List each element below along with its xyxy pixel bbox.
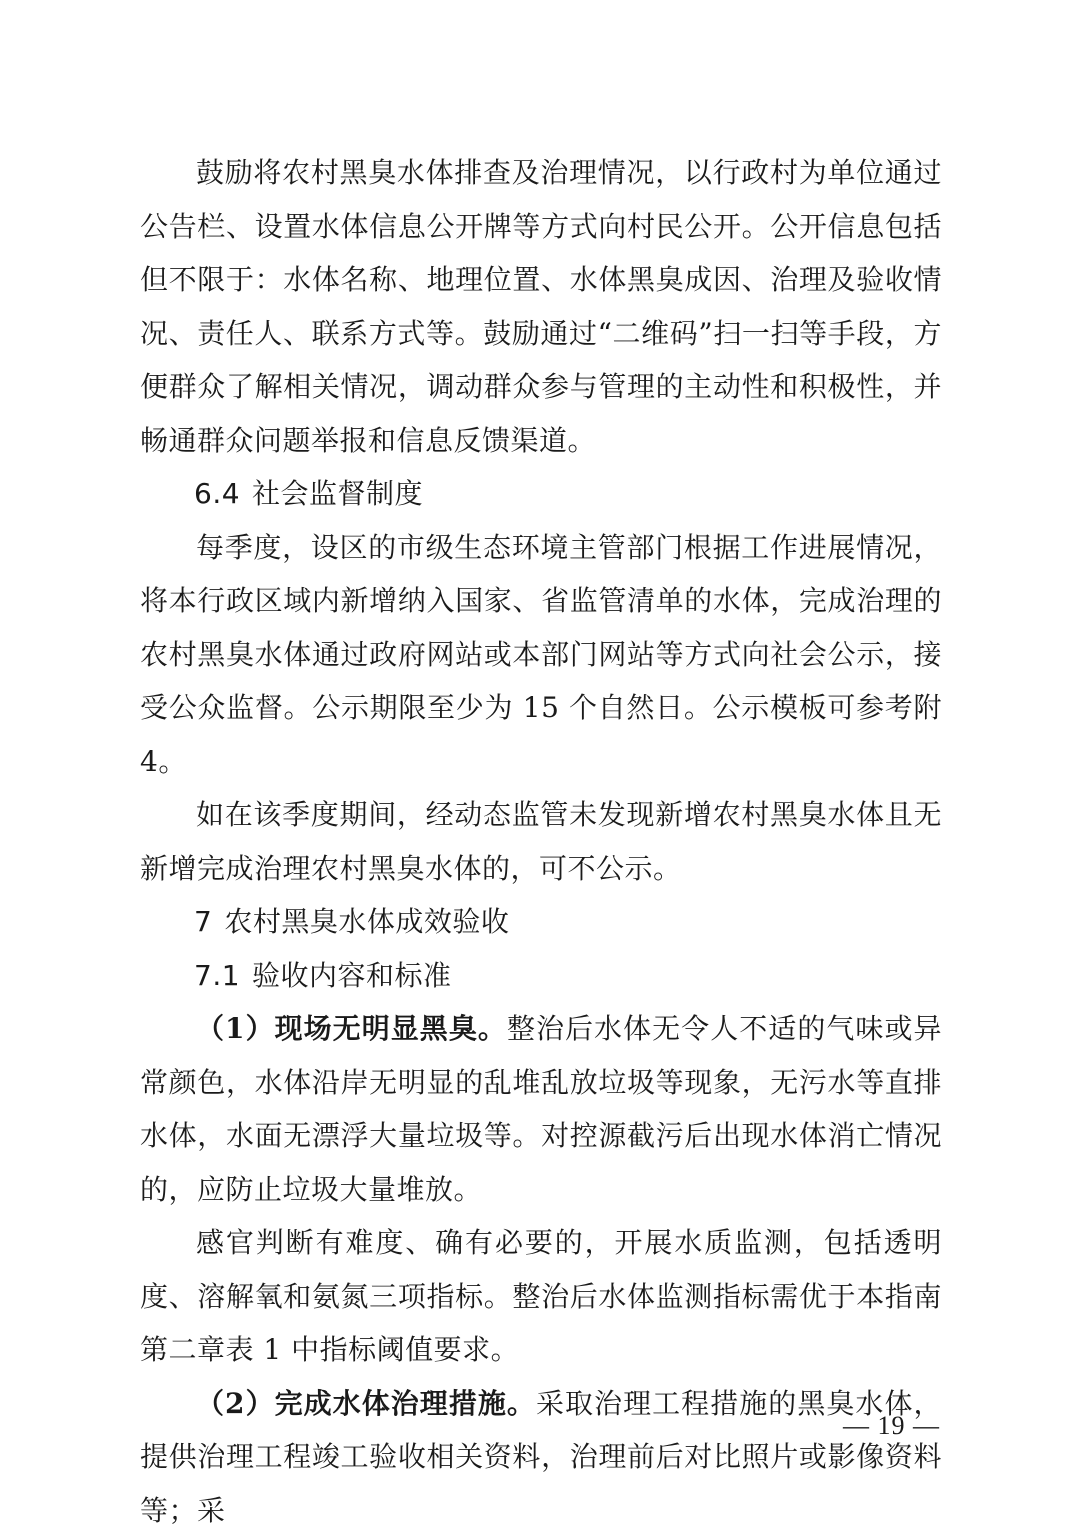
section-number: 6.4 xyxy=(194,477,240,510)
paragraph-lead: （1）现场无明显黑臭。 xyxy=(196,1012,507,1045)
paragraph-lead: （2）完成水体治理措施。 xyxy=(196,1387,536,1420)
paragraph-quarterly-publicity: 每季度，设区的市级生态环境主管部门根据工作进展情况，将本行政区域内新增纳入国家、省监管清单的水体，完成治理的农村黑臭水体通过政府网站或本部门网站等方式向社会公示，接受公众监督。公示期限至少为 15 个自然日。公示模板可参考附 4。 xyxy=(140,521,942,789)
page-number: — 19 — xyxy=(843,1406,940,1446)
paragraph-text: 采取治理工程措施的黑臭水体，提供治理工程竣工验收相关资料，治理前后对比照片或影像资料等；采 xyxy=(140,1387,942,1527)
paragraph-no-publicity-case: 如在该季度期间，经动态监管未发现新增农村黑臭水体且无新增完成治理农村黑臭水体的，可不公示。 xyxy=(140,788,942,895)
section-heading-7 xyxy=(140,895,942,949)
paragraph-public-disclosure: 鼓励将农村黑臭水体排查及治理情况，以行政村为单位通过公告栏、设置水体信息公开牌等方式向村民公开。公开信息包括但不限于：水体名称、地理位置、水体黑臭成因、治理及验收情况、责任人、联系方式等。鼓励通过“二维码”扫一扫等手段，方便群众了解相关情况，调动群众参与管理的主动性和积极性，并畅通群众问题举报和信息反馈渠道。 xyxy=(140,146,942,467)
paragraph-water-monitoring: 感官判断有难度、确有必要的，开展水质监测，包括透明度、溶解氧和氨氮三项指标。整治后水体监测指标需优于本指南第二章表 1 中指标阈值要求。 xyxy=(140,1216,942,1377)
paragraph-treatment-measures xyxy=(140,1377,942,1537)
section-title: 社会监督制度 xyxy=(252,477,423,510)
section-number: 7.1 xyxy=(194,959,240,992)
paragraph-text: 整治后水体无令人不适的气味或异常颜色，水体沿岸无明显的乱堆乱放垃圾等现象，无污水等直排水体，水面无漂浮大量垃圾等。对控源截污后出现水体消亡情况的，应防止垃圾大量堆放。 xyxy=(140,1012,942,1206)
section-number: 7 xyxy=(194,905,212,938)
paragraph-no-odor xyxy=(140,1002,942,1216)
section-title: 验收内容和标准 xyxy=(252,959,452,992)
section-heading-7-1 xyxy=(140,949,942,1003)
document-body xyxy=(140,146,942,1537)
section-title: 农村黑臭水体成效验收 xyxy=(224,905,509,938)
section-heading-6-4 xyxy=(140,467,942,521)
